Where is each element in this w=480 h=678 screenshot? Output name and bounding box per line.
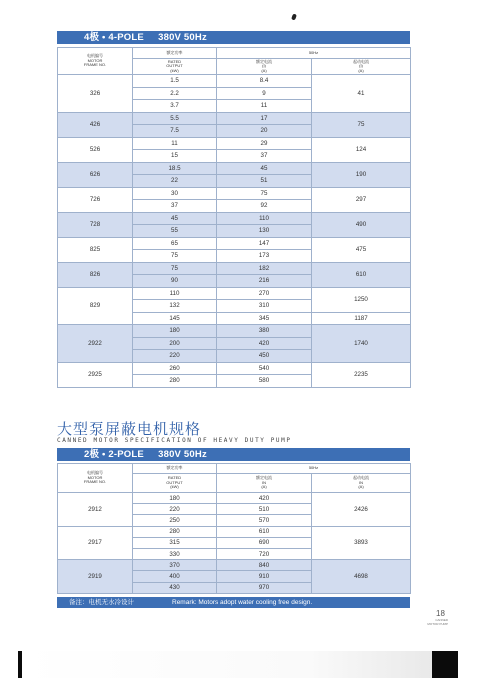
header-text: (kW)	[170, 67, 179, 73]
output-cell: 15	[133, 150, 217, 163]
output-cell: 250	[133, 515, 217, 526]
output-cell: 430	[133, 582, 217, 593]
header-freq: 50Hz	[217, 48, 411, 59]
start-current-cell: 1187	[312, 312, 411, 325]
rated-current-cell: 51	[217, 175, 312, 188]
output-cell: 45	[133, 212, 217, 225]
header-text: 额定电流	[256, 475, 272, 481]
output-cell: 200	[133, 337, 217, 350]
start-current-cell: 1250	[312, 287, 411, 312]
start-current-cell: 41	[312, 75, 411, 113]
output-cell: 330	[133, 548, 217, 559]
output-cell: 11	[133, 137, 217, 150]
rated-current-cell: 570	[217, 515, 312, 526]
output-cell: 65	[133, 237, 217, 250]
start-current-cell: 2426	[312, 493, 411, 527]
header-text: FRAME NO.	[83, 479, 107, 485]
table-row	[58, 262, 411, 275]
output-cell: 37	[133, 200, 217, 213]
rated-current-cell: 8.4	[217, 75, 312, 88]
header-text: IN	[359, 479, 363, 485]
start-current-cell: 2235	[312, 362, 411, 387]
header-text: MOTOR	[87, 474, 103, 480]
scan-mark	[291, 13, 297, 20]
header-rated-current	[217, 474, 312, 493]
rated-current-cell: 45	[217, 162, 312, 175]
output-cell: 220	[133, 504, 217, 515]
header-row	[58, 48, 411, 59]
output-cell: 145	[133, 312, 217, 325]
output-cell: 1.5	[133, 75, 217, 88]
rated-current-cell: 92	[217, 200, 312, 213]
start-current-cell: 75	[312, 112, 411, 137]
start-current-cell: 610	[312, 262, 411, 287]
spec-table-4pole	[57, 47, 411, 388]
start-current-cell: 3893	[312, 526, 411, 560]
rated-current-cell: 380	[217, 325, 312, 338]
rated-current-cell: 510	[217, 504, 312, 515]
table-row	[58, 493, 411, 504]
table-row	[58, 112, 411, 125]
model-cell: 726	[58, 187, 133, 212]
model-cell: 2919	[58, 560, 133, 594]
footer-note-cn: 备注：电机无水冷设计	[69, 599, 134, 606]
rated-current-cell: 37	[217, 150, 312, 163]
rated-current-cell: 147	[217, 237, 312, 250]
header-text: IN	[262, 479, 266, 485]
output-cell: 220	[133, 350, 217, 363]
rated-current-cell: 216	[217, 275, 312, 288]
corner-line: CANNED	[435, 618, 448, 622]
rated-current-cell: 450	[217, 350, 312, 363]
output-cell: 3.7	[133, 100, 217, 113]
page-number: 18	[436, 609, 445, 618]
output-cell: 132	[133, 300, 217, 313]
header-text: (I)	[359, 63, 363, 69]
rated-current-cell: 540	[217, 362, 312, 375]
header-text: 电机编号	[87, 470, 103, 476]
output-cell: 75	[133, 262, 217, 275]
output-cell: 180	[133, 493, 217, 504]
rated-current-cell: 130	[217, 225, 312, 238]
table-row	[58, 362, 411, 375]
footer-note	[57, 597, 410, 608]
model-cell: 825	[58, 237, 133, 262]
header-text: 起动电流	[353, 475, 369, 481]
rated-current-cell: 420	[217, 337, 312, 350]
rated-current-cell: 17	[217, 112, 312, 125]
rated-current-cell: 9	[217, 87, 312, 100]
output-cell: 260	[133, 362, 217, 375]
header-rated-current	[217, 59, 312, 75]
corner-brand	[418, 619, 448, 626]
header-text: 电机编号	[87, 53, 103, 59]
pole-label: 2极 • 2-POLE	[84, 449, 144, 460]
rated-current-cell: 11	[217, 100, 312, 113]
table-row	[58, 137, 411, 150]
rated-current-cell: 75	[217, 187, 312, 200]
voltage-label: 380V 50Hz	[158, 32, 207, 43]
rated-current-cell: 310	[217, 300, 312, 313]
output-cell: 280	[133, 375, 217, 388]
model-cell: 426	[58, 112, 133, 137]
rated-current-cell: 910	[217, 571, 312, 582]
header-start-current	[312, 59, 411, 75]
table-row	[58, 560, 411, 571]
table-row	[58, 162, 411, 175]
table-row	[58, 212, 411, 225]
header-output-cn: 额定功率	[133, 464, 217, 474]
header-text: (kW)	[170, 484, 179, 490]
header-text: RATED	[167, 58, 182, 64]
model-cell: 626	[58, 162, 133, 187]
header-text: (A)	[358, 484, 364, 490]
header-freq: 50Hz	[217, 464, 411, 474]
output-cell: 22	[133, 175, 217, 188]
header-text: FRAME NO.	[83, 62, 107, 68]
heading-cn: 大型泵屏蔽电机规格	[57, 420, 202, 438]
header-text: (A)	[261, 67, 267, 73]
table-row	[58, 325, 411, 338]
table-row	[58, 526, 411, 537]
start-current-cell: 475	[312, 237, 411, 262]
output-cell: 2.2	[133, 87, 217, 100]
rated-current-cell: 840	[217, 560, 312, 571]
output-cell: 370	[133, 560, 217, 571]
rated-current-cell: 420	[217, 493, 312, 504]
rated-current-cell: 110	[217, 212, 312, 225]
header-motor	[58, 48, 133, 75]
output-cell: 400	[133, 571, 217, 582]
table-row	[58, 75, 411, 88]
start-current-cell: 1740	[312, 325, 411, 363]
header-text: RATED	[167, 475, 182, 481]
rated-current-cell: 580	[217, 375, 312, 388]
rated-current-cell: 173	[217, 250, 312, 263]
corner-line: MOTOR PUMP	[427, 621, 448, 626]
header-start-current	[312, 474, 411, 493]
header-text: 额定电流	[256, 58, 272, 64]
rated-current-cell: 720	[217, 548, 312, 559]
output-cell: 7.5	[133, 125, 217, 138]
voltage-label: 380V 50Hz	[158, 449, 207, 460]
output-cell: 75	[133, 250, 217, 263]
header-row	[58, 464, 411, 474]
spec-table-2pole	[57, 463, 411, 594]
heading-en: CANNED MOTOR SPECIFICATION OF HEAVY DUTY PUMP	[57, 437, 292, 444]
header-text: (A)	[358, 67, 364, 73]
output-cell: 5.5	[133, 112, 217, 125]
output-cell: 30	[133, 187, 217, 200]
header-text: OUTPUT	[166, 63, 183, 69]
start-current-cell: 190	[312, 162, 411, 187]
section-header-2pole	[57, 448, 410, 461]
rated-current-cell: 345	[217, 312, 312, 325]
rated-current-cell: 182	[217, 262, 312, 275]
rated-current-cell: 20	[217, 125, 312, 138]
output-cell: 280	[133, 526, 217, 537]
model-cell: 728	[58, 212, 133, 237]
rated-current-cell: 610	[217, 526, 312, 537]
model-cell: 2912	[58, 493, 133, 527]
model-cell: 2922	[58, 325, 133, 363]
output-cell: 90	[133, 275, 217, 288]
model-cell: 826	[58, 262, 133, 287]
header-text: (A)	[261, 484, 267, 490]
output-cell: 315	[133, 537, 217, 548]
output-cell: 55	[133, 225, 217, 238]
rated-current-cell: 270	[217, 287, 312, 300]
header-text: (I)	[262, 63, 266, 69]
rated-current-cell: 29	[217, 137, 312, 150]
start-current-cell: 297	[312, 187, 411, 212]
header-text: 起动电流	[353, 58, 369, 64]
table-row	[58, 237, 411, 250]
start-current-cell: 490	[312, 212, 411, 237]
model-cell: 829	[58, 287, 133, 325]
header-text: OUTPUT	[166, 479, 183, 485]
output-cell: 18.5	[133, 162, 217, 175]
scan-band-light	[22, 651, 432, 678]
table-row	[58, 187, 411, 200]
rated-current-cell: 970	[217, 582, 312, 593]
header-output-cn: 额定功率	[133, 48, 217, 59]
table-row	[58, 287, 411, 300]
model-cell: 326	[58, 75, 133, 113]
pole-label: 4极 • 4-POLE	[84, 32, 144, 43]
header-motor	[58, 464, 133, 493]
model-cell: 526	[58, 137, 133, 162]
model-cell: 2917	[58, 526, 133, 560]
start-current-cell: 4698	[312, 560, 411, 594]
start-current-cell: 124	[312, 137, 411, 162]
output-cell: 110	[133, 287, 217, 300]
header-output	[133, 59, 217, 75]
model-cell: 2925	[58, 362, 133, 387]
output-cell: 180	[133, 325, 217, 338]
section-header-4pole	[57, 31, 410, 44]
header-output	[133, 474, 217, 493]
footer-note-en: Remark: Motors adopt water cooling free design.	[172, 599, 313, 606]
rated-current-cell: 690	[217, 537, 312, 548]
header-text: MOTOR	[87, 57, 103, 63]
